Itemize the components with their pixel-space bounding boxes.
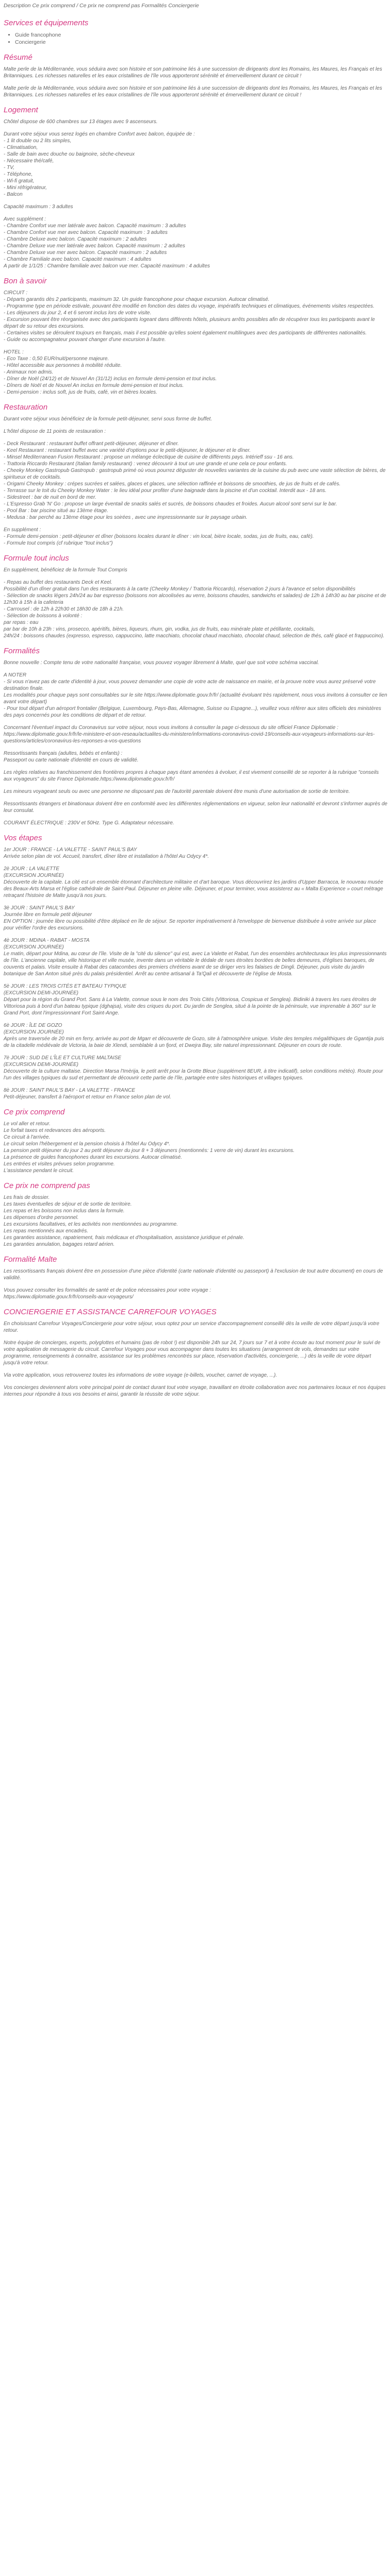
bon-a-savoir-paragraph: HOTEL : - Eco Taxe : 0,50 EUR/nuit/personne majeure. - Hôtel accessible aux personnes à mobilité réduite. - Animaux non admis. - Dîner de Noël (24/12) et de Nouvel An (31/12) inclus en formule demi-pension et tout inclus. - Dîners de Noël et de Nouvel An inclus en formule demi-pension et tout inclus. - Demi-pension : inclus soft, jus de fruits, café, vin et bières locales. xyxy=(4,349,217,395)
formalite-malte-paragraph: Vous pouvez consulter les formalités de santé et de police nécessaires pour votre voyage : https://www.diplomatie.gouv.fr/fr/conseils-aux-voyageurs/ xyxy=(4,1287,211,1300)
formalites-paragraph: Les règles relatives au franchissement des frontières propres à chaque pays étant amenées à évoluer, il est vivement conseillé de se reporter à la rubrique "conseils aux voyageurs" du site France Diplomatie.https://www.diplomatie.gouv.fr/fr/ xyxy=(4,770,379,782)
vos-etapes-title: Vos étapes xyxy=(4,834,42,842)
ce-prix-ne-comprend-pas-title: Ce prix ne comprend pas xyxy=(4,1181,90,1190)
page-intro: Description Ce prix comprend / Ce prix ne comprend pas Formalités Conciergerie xyxy=(4,3,199,9)
formalite-malte-paragraph: Les ressortissants français doivent être en possession d'une pièce d'identité (carte nationale d'identité ou passeport) à l'exclusion de tout autre document) en cours de validité. xyxy=(4,1268,383,1281)
logement-paragraph: Capacité maximum : 3 adultes xyxy=(4,204,73,210)
section-logement xyxy=(4,106,387,269)
ce-prix-ne-comprend-pas-paragraph: Les frais de dossier. Les taxes éventuelles de séjour et de sortie de territoire. Les repas et les boissons non inclus dans la formule. Les dépenses d'ordre personnel. Les excursions facultatives, et les activités non mentionnées au programme. Les repas mentionnés aux encadrés. Les garanties assistance, rapatriement, frais médicaux et d'hospitalisation, assistance juridique et pénale. Les garanties annulation, bagages retard aérien. xyxy=(4,1195,245,1247)
formalites-paragraph: Ressortissants étrangers et binationaux doivent être en conformité avec les différentes réglementations en vigueur, selon leur nationalité et devront s'informer auprès de leur consulat. xyxy=(4,801,387,814)
section-resume xyxy=(4,53,387,98)
services-title: Services et équipements xyxy=(4,19,89,27)
resume-paragraph: Malte perle de la Méditerranée, vous séduira avec son histoire et son patrimoine liés à une succession de dirigeants dont les Romains, les Maures, les Français et les Britanniques. Les richesses naturelles et les eaux cristallines de l'île vous apporteront sérénité et émerveillement durant ce circuit ! xyxy=(4,86,382,98)
ce-prix-comprend-title: Ce prix comprend xyxy=(4,1108,65,1116)
formalite-malte-title: Formalité Malte xyxy=(4,1255,57,1264)
tout-inclus-paragraph: - Repas au buffet des restaurants Deck et Keel. Possibilité d'un dîner gratuit dans l'un des restaurants à la carte (Cheeky Monkey / Trattoria Riccardo), réservation 2 jours à l'avance et selon disponibilités - Sélection de snacks légers 24h/24 au bar espresso (boissons non alcoolisées au verre, boissons chaudes, sandwichs et salades) de 12h à 14h30 au bar piscine et de 12h30 à 15h à la cafeteria - Carrousel : de 12h à 22h30 et 18h30 de 18h à 21h. - Sélection de boissons à volonté : par repas : eau par bar de 10h à 23h : vins, prosecco, apéritifs, bières, liqueurs, rhum, gin, vodka, jus de fruits, eau minérale plate et pétillante, cocktails, 24h/24 : boissons chaudes (expresso, espresso, cappuccino, latte macchiato, chocolat chaud macchiato, chocolat chaud, sélection de thés, café glacé et frappuccino). xyxy=(4,580,386,639)
section-ce-prix-ne-comprend-pas xyxy=(4,1181,387,1248)
services-list xyxy=(4,31,387,46)
section-ce-prix-comprend xyxy=(4,1108,387,1174)
resume-title: Résumé xyxy=(4,53,32,62)
services-item: • Guide francophone xyxy=(15,31,387,39)
formalites-paragraph: Les mineurs voyageant seuls ou avec une personne ne disposant pas de l'autorité parentale doivent être munis d'une autorisation de sortie de territoire. xyxy=(4,789,350,794)
etape-paragraph: 3è JOUR : SAINT PAUL'S BAY Journée libre en formule petit déjeuner EN OPTION : journée libre ou possibilité d'être déplacé en île de séjour. Se reporter impérativement à l'enveloppe de bienvenue distribuée à votre arrivée sur place pour vérifier l'ordre des excursions. xyxy=(4,905,377,931)
bon-a-savoir-paragraph: CIRCUIT : - Départs garantis dès 2 participants, maximum 32. Un guide francophone pour chaque excursion. Autocar climatisé. - Programme type en période estivale, pouvant être modifié en fonction des dates du voyage, impératifs techniques et climatiques, événements visites respectées. - Les déjeuners du jour 2, 4 et 6 seront inclus lors de votre visite. - Excursion pouvant être réorganisée avec des participants logeant dans différents hôtels, plusieurs arrêts possibles afin de récupérer tous les participants avant le départ de su retour des excursions. - Certaines visites se déroulent toujours en français, mais il est possible qu'elles soient également multilingues avec des participants de différentes nationalités. - Guide ou accompagnateur pouvant changer d'une excursion à l'autre. xyxy=(4,290,375,343)
page xyxy=(0,2,391,1398)
tout-inclus-title: Formule tout inclus xyxy=(4,554,69,563)
formalites-paragraph: COURANT ÉLECTRIQUE : 230V et 50Hz. Type G. Adaptateur nécessaire. xyxy=(4,820,174,826)
ce-prix-comprend-paragraph: Le vol aller et retour. Le forfait taxes et redevances des aéroports. Ce circuit à l'arrivée. Le circuit selon l'hébergement et la pension choisis à l'hôtel Au Odycy 4*. La pension petit déjeuner du jour 2 au petit déjeuner du jour 8 + 3 déjeuners (mentionnés: 1 verre de vin) durant les excursions. La présence de guides francophones durant les excursions. Autocar climatisé. Les entrées et visites prévues selon programme. L'assistance pendant le circuit. xyxy=(4,1121,295,1174)
conciergerie-paragraph: Vos concierges deviennent alors votre principal point de contact durant tout votre voyage, travaillant en étroite collaboration avec nos partenaires locaux et nos équipes internes pour répondre à tous vos besoins et ainsi, garantir la réussite de votre séjour. xyxy=(4,1385,386,1397)
section-vos-etapes xyxy=(4,834,387,1100)
services-item: • Conciergerie xyxy=(15,39,387,46)
conciergerie-title: CONCIERGERIE ET ASSISTANCE CARREFOUR VOYAGES xyxy=(4,1308,217,1316)
restauration-paragraph: - Deck Restaurant : restaurant buffet offrant petit-déjeuner, déjeuner et dîner. - Keel Restaurant : restaurant buffet avec une variété d'options pour le petit-déjeuner, le déjeuner et le dîner. - Minsel Mediterranean Fusion Restaurant : propose un mélange éclectique de cuisine de différents pays. Intérieff ssu - 16 ans. - Trattoria Riccardo Restaurant (Italian family restaurant) : venez découvrir à tout un une grande et une cela ce pour enfants. - Cheeky Monkey Gastropub Gastropub : gastropub primé où vous pourrez déguster de nouvelles variantes de la cuisine du pub avec une vaste sélection de bières, de spiritueux et de cocktails. - Origami Cheeky Monkey : crépes sucrées et salées, glaces et glaces, une sélection raffinée et boissons de smoothies, de jus de fruits et de cafés. - Terrasse sur le toit du Cheeky Monkey Water : le lieu idéal pour profiter d'une baignade dans la piscine et d'un cocktail. Interdit aux - 18 ans. - Sidestreet : bar de nuit en bord de mer. - L'Espresso Grab 'N' Go : propose un large éventail de snacks salés et sucrés, de boissons chaudes et froides. Aucun alcool sont servi sur le bar. - Pool Bar : bar piscine situé au 13ème étage. - Medusa : bar perché au 13ème étage pour les soirées , avec une impressionnante sur le paysage urbain. xyxy=(4,441,386,520)
section-services xyxy=(4,19,387,46)
logement-paragraph: Durant votre séjour vous serez logés en chambre Confort avec balcon, équipée de : - 1 lit double ou 2 lits simples, - Climatisation, - Salle de bain avec douche ou baignoire, sèche-cheveux - Nécessaire thé/café, - TV, - Téléphone, - Wi-fi gratuit, - Mini réfrigérateur, - Balcon xyxy=(4,131,195,197)
etape-paragraph: 4è JOUR : MDINA - RABAT - MOSTA (EXCURSION JOURNÉE) Le matin, départ pour Mdina, au cœur de l'île. Visite de la "cité du silence" qui est, avec La Valette et Rabat, l'un des ensembles architecturaux les plus impressionnants de l'île. L'ancienne capitale, ville historique et ville musée, invente dans un véritable le dédale de rues étroites bordées de belles demeures, d'églises baroques, de couvents et palais. Visite ensuite à Rabat des catacombes des premiers chrétiens avant de se diriger vers les falaises de Dingli. Déjeuner, puis visite du jardin botanique de San Anton situé près du palais présidentiel. Arrêt au centre artisanal à Ta'Qali et découverte de l'église de Mosta. xyxy=(4,938,387,977)
etape-paragraph: 5è JOUR : LES TROIS CITÉS ET BATEAU TYPIQUE (EXCURSION DEMI-JOURNÉE) Départ pour la région du Grand Port. Sans à La Valette, connue sous le nom des Trois Cités (Vittoriosa, Cospicua et Senglea). Bidiniki à travers les rues étroites de Vittoriosa puis à bord d'un bateau typique (dghajsa), visite des criques du port. Du jardin de Senglea, situé à la pointe de la péninsule, vue imprenable à 360° sur le Grand Port, dont l'impressionnant Fort Saint-Ange. xyxy=(4,984,377,1016)
formalites-title: Formalités xyxy=(4,647,40,655)
conciergerie-paragraph: Notre équipe de concierges, experts, polyglottes et humains (pas de robot !) est disponible 24h sur 24, 7 jours sur 7 et à votre écoute au tout moment pour le suivi de votre application de messagerie du circuit. Carrefour Voyages pour vous accompagner dans toutes les situations (arrangement de vols, demandes sur votre programme, renseignements à connaître, assistance sur les problèmes rencontrés sur place, réservation d'activités, conciergerie, ...) dès la veille de votre départ jusqu'à votre retour. xyxy=(4,1340,381,1366)
resume-paragraph: Malte perle de la Méditerranée, vous séduira avec son histoire et son patrimoine liés à une succession de dirigeants dont les Romains, les Maures, les Français et les Britanniques. Les richesses naturelles et les eaux cristallines de l'île vous apporteront sérénité et émerveillement durant ce circuit ! xyxy=(4,66,382,79)
formalites-paragraph: Ressortissants français (adultes, bébés et enfants) : Passeport ou carte nationale d'identité en cours de validité. xyxy=(4,751,139,763)
restauration-paragraph: L'hôtel dispose de 11 points de restauration : xyxy=(4,429,106,434)
section-formalite-malte xyxy=(4,1255,387,1300)
logement-paragraph: Avec supplément : - Chambre Confort vue mer latérale avec balcon. Capacité maximum : 3 adultes - Chambre Confort vue mer avec balcon. Capacité maximum : 3 adultes - Chambre Deluxe avec balcon. Capacité maximum : 2 adultes - Chambre Deluxe vue mer latérale avec balcon. Capacité maximum : 2 adultes - Chambre Deluxe vue mer avec balcon. Capacité maximum : 2 adultes - Chambre Familiale avec balcon. Capacité maximum : 4 adultes A partir de 1/1/25 : Chambre familiale avec balcon vue mer. Capacité maximum : 4 adultes xyxy=(4,216,210,269)
etape-paragraph: 6è JOUR : ÎLE DE GOZO (EXCURSION JOURNÉE) Après une traversée de 20 min en ferry, arrivée au port de Mgarr et découverte de Gozo, site à l'atmosphère unique. Visite des temples mégalithiques de Ggantija puis de la citadelle médiévale de Victoria, la baie de Xlendi, semblable à un fjord, et Dwejra Bay, site naturel impressionnant. Déjeuner en cours de route. xyxy=(4,1023,384,1048)
formalites-paragraph: A NOTER - Si vous n'avez pas de carte d'identité à jour, vous pouvez demander une copie de votre acte de naissance en mairie, et la prouve notre vous aurez préservé votre destination finale. Les modalités pour chaque pays sont consultables sur le site https://www.diplomatie.gouv.fr/fr/ (actualité évoluant très rapidement, nous vous invitons à consulter ce lien avant votre départ) - Pour tout départ d'un aéroport frontalier (Belgique, Luxembourg, Pays-Bas, Allemagne, Suisse ou Espagne...), veuillez vous référer aux sites officiels des ministères des pays concernés pour les conditions de départ et de retour. xyxy=(4,672,387,718)
conciergerie-paragraph: Via votre application, vous retrouverez toutes les informations de votre voyage (e-billets, voucher, carnet de voyage, ...). xyxy=(4,1372,278,1378)
tout-inclus-paragraph: En supplément, bénéficiez de la formule Tout Compris xyxy=(4,567,127,573)
section-bon-a-savoir xyxy=(4,277,387,396)
restauration-title: Restauration xyxy=(4,403,48,412)
restauration-paragraph: Durant votre séjour vous bénéficiez de la formule petit-déjeuner, servi sous forme de buffet. xyxy=(4,416,213,422)
restauration-paragraph: En supplément : - Formule demi-pension : petit-déjeuner et dîner (boissons locales durant le dîner : vin local, bière locale, sodas, jus de fruits, eau, café). - Formule tout compris (cf rubrique "tout inclus") xyxy=(4,527,314,546)
section-formalites xyxy=(4,647,387,826)
etape-paragraph: 8è JOUR : SAINT PAUL'S BAY - LA VALETTE - FRANCE Petit-déjeuner, transfert à l'aéroport et retour en France selon plan de vol. xyxy=(4,1088,171,1100)
formalites-paragraph: Concernant l'éventuel impact du Coronavirus sur votre séjour, nous vous invitons à consulter la page ci-dessous du site officiel France Diplomatie : https://www.diplomatie.gouv.fr/fr/le-ministere-et-son-reseau/actualites-du-ministere/informations-coronavirus-covid-19/conseils-aux-voyageurs-informations-sur-les-questions/articles/coronavirus-les-reponses-a-vos-questions xyxy=(4,725,375,744)
etape-paragraph: 7è JOUR : SUD DE L'ÎLE ET CULTURE MALTAISE (EXCURSION DEMI-JOURNÉE) Découverte de la culture maltaise. Direction Marsa l'Imèrija, le petit arrêt pour la Grotte Bleue (supplément 8EUR, à titre indicatif), selon conditions météo). Route pour l'un des villages typiques du sud et permettant de découvrir cette partie de l'île, partagée entre sites historiques et villages typiques. xyxy=(4,1055,383,1081)
etape-paragraph: 2è JOUR : LA VALETTE (EXCURSION JOURNÉE) Découverte de la capitale. La cité est un ensemble étonnant d'architecture militaire et d'art baroque. Vous découvrirez les jardins d'Upper Barracca, le nouveau musée des Beaux-Arts Marsa et l'église cathédrale de Saint-Paul. Déjeuner en pleine ville. Déjeuner, et pour terminer, vous assisterez au « Malta Experience » court métrage retraçant l'histoire de Malte jusqu'à nos jours. xyxy=(4,866,383,899)
formalites-paragraph: Bonne nouvelle : Compte tenu de votre nationalité française, vous pouvez voyager librement à Malte, quel que soit votre schéma vaccinal. xyxy=(4,660,319,666)
conciergerie-paragraph: En choisissant Carrefour Voyages/Conciergerie pour votre séjour, vous optez pour un service d'accompagnement conseillé dès la veille de votre départ jusqu'à votre retour. xyxy=(4,1321,380,1333)
section-restauration xyxy=(4,403,387,547)
section-conciergerie xyxy=(4,1308,387,1398)
section-tout-inclus xyxy=(4,554,387,639)
bon-a-savoir-title: Bon à savoir xyxy=(4,277,47,285)
logement-title: Logement xyxy=(4,106,38,114)
etape-paragraph: 1er JOUR : FRANCE - LA VALETTE - SAINT PAUL'S BAY Arrivée selon plan de vol. Accueil, transfert, dîner libre et installation à l'hôtel Au Odycy 4*. xyxy=(4,847,209,859)
logement-paragraph: Chôtel dispose de 600 chambres sur 13 étages avec 9 ascenseurs. xyxy=(4,119,158,125)
